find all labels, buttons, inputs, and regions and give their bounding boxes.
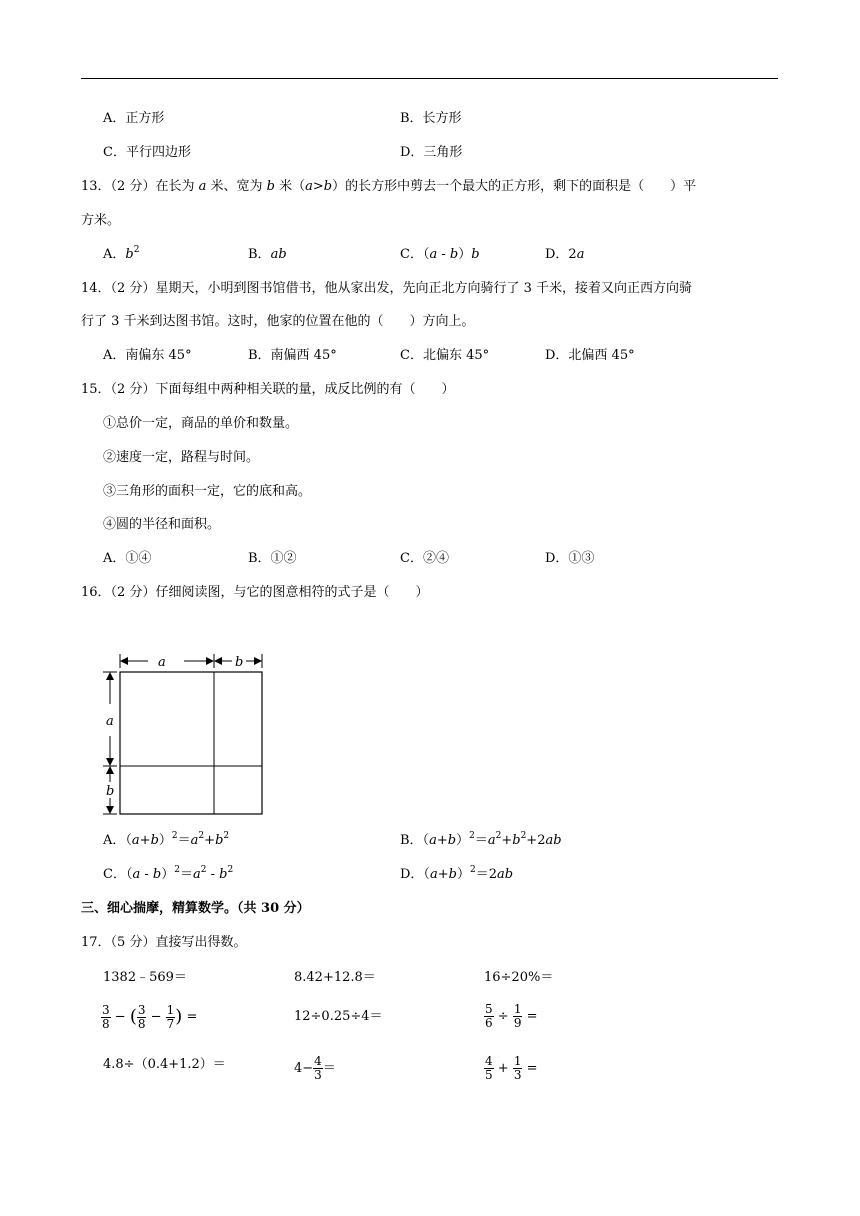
q13-stem-line2: 方米。 [81,213,121,228]
q12-option-c: C．平行四边形 [103,145,191,160]
q14-stem-line2: 行了 3 千米到达图书馆。这时，他家的位置在他的（ ）方向上。 [81,314,475,329]
q17-r2c2: 12÷0.25÷4＝ [294,1009,383,1024]
square-diagram [98,648,273,820]
q15-item-1: ①总价一定，商品的单价和数量。 [103,416,299,431]
q17-r3c3: $\frac{4}{5}$ + $\frac{1}{3}$ = [485,1054,538,1082]
q14-option-d: D．北偏西 45° [545,348,635,363]
q15-option-a: A．①④ [103,551,152,566]
q16-option-a: A．$(a+b)^2=a^2+b^2$ [103,831,230,848]
q15-item-3: ③三角形的面积一定，它的底和高。 [103,484,312,499]
q16-option-d: D．$(a+b)^2=2ab$ [400,865,514,882]
q17-r2c1: $\frac{3}{8}$ − ( $\frac{3}{8}$ − $\frac{1}{7}$ ) = [102,1002,198,1031]
q13-option-d: D．2a [545,247,585,262]
q17-r1c3: 16÷20%＝ [484,970,554,985]
q17-r2c3: $\frac{5}{6}$ ÷ $\frac{1}{9}$ = [485,1002,538,1030]
q14-option-a: A．南偏东 45° [103,348,192,363]
q15-option-d: D．①③ [545,551,595,566]
q15-option-b: B．①② [248,551,297,566]
q16-option-c: C．$(a - b)^2=a^2 - b^2$ [103,865,234,882]
q17-r1c2: 8.42+12.8＝ [294,970,376,985]
q17-stem: 17．（5 分）直接写出得数。 [81,935,247,950]
q15-item-4: ④圆的半径和面积。 [103,517,221,532]
q14-option-c: C．北偏东 45° [400,348,490,363]
left-label-a: a [106,714,114,729]
q13-stem: 13．（2 分）在长为 a 米、宽为 b 米（a>b）的长方形中剪去一个最大的正方形，剩下的面积是（ ）平 [81,179,697,194]
q14-stem: 14．（2 分）星期天，小明到图书馆借书，他从家出发，先向正北方向骑行了 3 千米，接着又向正西方向骑 [81,281,692,296]
top-label-b: b [235,655,244,670]
q15-stem: 15．（2 分）下面每组中两种相关联的量，成反比例的有（ ） [81,382,455,397]
q12-option-d: D．三角形 [400,145,463,160]
q12-option-a: A．正方形 [103,111,165,126]
outer-square [120,672,262,814]
q12-option-b: B．长方形 [400,111,462,126]
q17-r3c1: 4.8÷（0.4+1.2）＝ [103,1057,226,1072]
q13-option-b: B．ab [248,247,287,262]
q13-option-a: A．$b^2$ [103,245,140,262]
left-label-b: b [106,784,115,799]
q15-option-c: C．②④ [400,551,449,566]
section-3-heading: 三、细心揣摩，精算数学。（共 30 分） [81,901,310,916]
q13-option-c: C．（a - b）b [400,247,480,262]
q16-option-b: B．$(a+b)^2=a^2+b^2+2ab$ [400,831,562,848]
q16-stem: 16．（2 分）仔细阅读图，与它的图意相符的式子是（ ） [81,585,429,600]
q17-r3c2: 4− $\frac{4}{3}$ ＝ [294,1054,336,1082]
header-rule [81,78,778,79]
q15-item-2: ②速度一定，路程与时间。 [103,450,260,465]
top-label-a: a [158,655,166,670]
q17-r1c1: 1382﹣569＝ [103,970,187,985]
q14-option-b: B．南偏西 45° [248,348,337,363]
